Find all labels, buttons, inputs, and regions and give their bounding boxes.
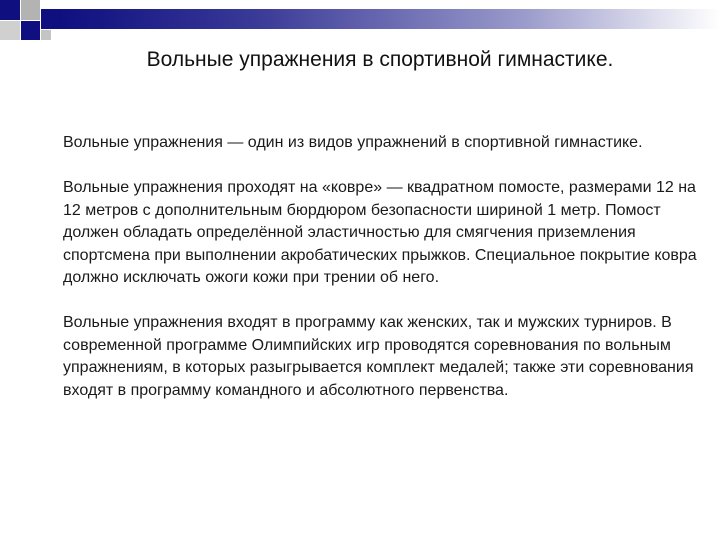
body-paragraph: Вольные упражнения проходят на «ковре» — квадратном помосте, размерами 12 на 12 метров с дополнительным бюрдюром безопасности шириной 1 метр. Помост должен обладать определённой эластичностью для смягчения приземления спортсмена при выполнении акробатических прыжков. Специальное покрытие ковра должно исключать ожоги кожи при трении об него.: [63, 179, 697, 286]
body-paragraph: Вольные упражнения входят в программу как женских, так и мужских турниров. В современной программе Олимпийских игр проводятся соревнования по вольным упражнениям, в которых разыгрывается комплект медалей; также эти соревнования входят в программу командного и абсолютного первенства.: [63, 314, 694, 399]
decor-square: [21, 21, 40, 40]
decor-square: [0, 21, 20, 40]
decor-square: [41, 9, 60, 29]
body-paragraph: Вольные упражнения — один из видов упражнений в спортивной гимнастике.: [63, 134, 643, 151]
decor-square: [0, 0, 20, 20]
header-gradient-bar: [60, 9, 720, 29]
decor-square: [41, 30, 51, 40]
decor-square: [21, 0, 40, 20]
slide-title: Вольные упражнения в спортивной гимнастике.: [146, 48, 614, 71]
slide-body: [63, 132, 703, 402]
